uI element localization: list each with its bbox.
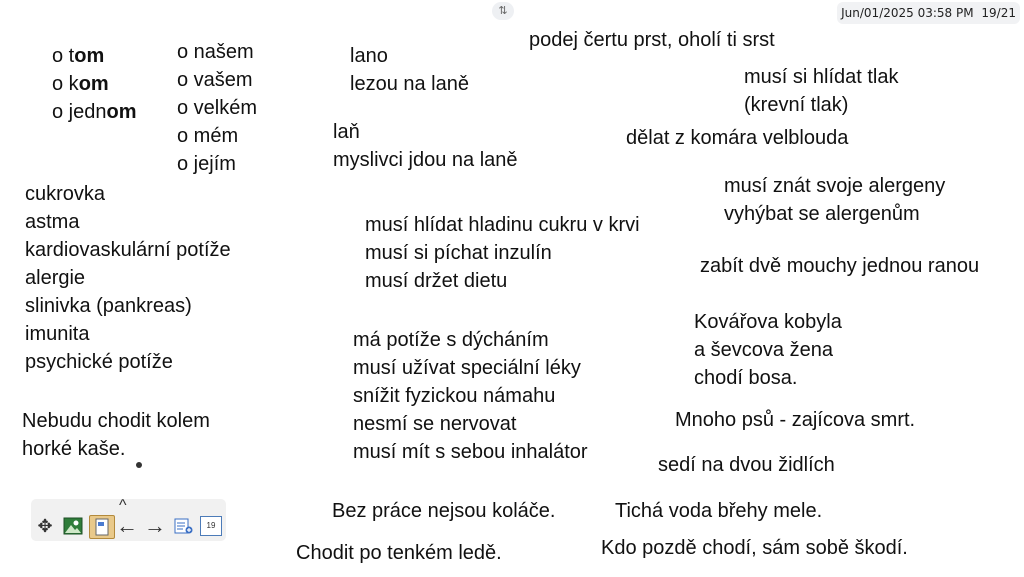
document-icon[interactable] (89, 515, 115, 539)
move-icon[interactable]: ✥ (37, 515, 53, 536)
locative-tom (52, 42, 104, 70)
bottom-toolbar (31, 499, 226, 541)
saying-pozde: Kdo pozdě chodí, sám sobě škodí. (601, 537, 908, 559)
saying-komar: dělat z komára velblouda (626, 127, 849, 149)
disease-item: psychické potíže (25, 351, 173, 373)
disease-item: alergie (25, 267, 86, 289)
page-number-icon[interactable] (199, 515, 223, 537)
saying-zidle: sedí na dvou židlích (658, 454, 835, 476)
saying-podej: podej čertu prst, oholí ti srst (529, 29, 775, 51)
locative-item: o mém (177, 125, 239, 147)
locative-stem: o jedn (52, 101, 107, 123)
disease-item: imunita (25, 323, 90, 345)
locative-stem: o k (52, 73, 79, 95)
saying-led: Chodit po tenkém ledě. (296, 542, 502, 564)
locative-ending: om (106, 101, 137, 123)
saying-psu: Mnoho psů - zajícova smrt. (675, 409, 916, 431)
pen-cursor-icon (136, 462, 142, 468)
astma-care-line: musí užívat speciální léky (353, 357, 581, 379)
saying-mouchy: zabít dvě mouchy jednou ranou (700, 255, 980, 277)
kovar-line: a ševcova žena (694, 339, 833, 361)
disease-item: kardiovaskulární potíže (25, 239, 231, 261)
locative-item: o našem (177, 41, 254, 63)
tlak-line: musí si hlídat tlak (744, 66, 899, 88)
diabetes-care-line: musí hlídat hladinu cukru v krvi (365, 214, 640, 236)
saying-voda: Tichá voda břehy mele. (615, 500, 823, 522)
alergeny-line: musí znát svoje alergeny (724, 175, 946, 197)
saying-kase-line1: Nebudu chodit kolem (22, 410, 210, 432)
sort-handle-icon[interactable]: ⇅ (492, 2, 514, 20)
chevron-up-icon[interactable]: ^ (119, 497, 127, 514)
locative-jednom (52, 98, 137, 126)
lano-sentence: lezou na laně (350, 73, 469, 95)
add-page-icon[interactable] (171, 515, 195, 537)
disease-item: slinivka (pankreas) (25, 295, 192, 317)
arrow-left-icon[interactable]: ← (116, 513, 138, 538)
status-bar (837, 2, 1020, 24)
tlak-line: (krevní tlak) (744, 94, 849, 116)
locative-ending: om (74, 45, 105, 67)
lan-sentence: myslivci jdou na laně (333, 149, 518, 171)
kovar-line: Kovářova kobyla (694, 311, 842, 333)
astma-care-line: nesmí se nervovat (353, 413, 517, 435)
image-icon[interactable] (61, 515, 85, 537)
astma-care-line: musí mít s sebou inhalátor (353, 441, 588, 463)
locative-item: o velkém (177, 97, 258, 119)
status-page: 19/21 (981, 6, 1016, 20)
kovar-line: chodí bosa. (694, 367, 798, 389)
saying-kase-line2: horké kaše. (22, 438, 126, 460)
disease-item: cukrovka (25, 183, 106, 205)
alergeny-line: vyhýbat se alergenům (724, 203, 920, 225)
disease-item: astma (25, 211, 80, 233)
lano-word: lano (350, 45, 388, 67)
locative-stem: o t (52, 45, 75, 67)
status-datetime: Jun/01/2025 03:58 PM (841, 6, 974, 20)
locative-item: o jejím (177, 153, 236, 175)
arrow-right-icon[interactable]: → (144, 513, 166, 538)
astma-care-line: má potíže s dýcháním (353, 329, 549, 351)
locative-item: o vašem (177, 69, 253, 91)
diabetes-care-line: musí držet dietu (365, 270, 508, 292)
astma-care-line: snížit fyzickou námahu (353, 385, 556, 407)
locative-ending: om (78, 73, 109, 95)
lan-word: laň (333, 121, 360, 143)
page-number-label: 19 (200, 516, 222, 536)
diabetes-care-line: musí si píchat inzulín (365, 242, 552, 264)
saying-prace: Bez práce nejsou koláče. (332, 500, 556, 522)
locative-kom (52, 70, 109, 98)
